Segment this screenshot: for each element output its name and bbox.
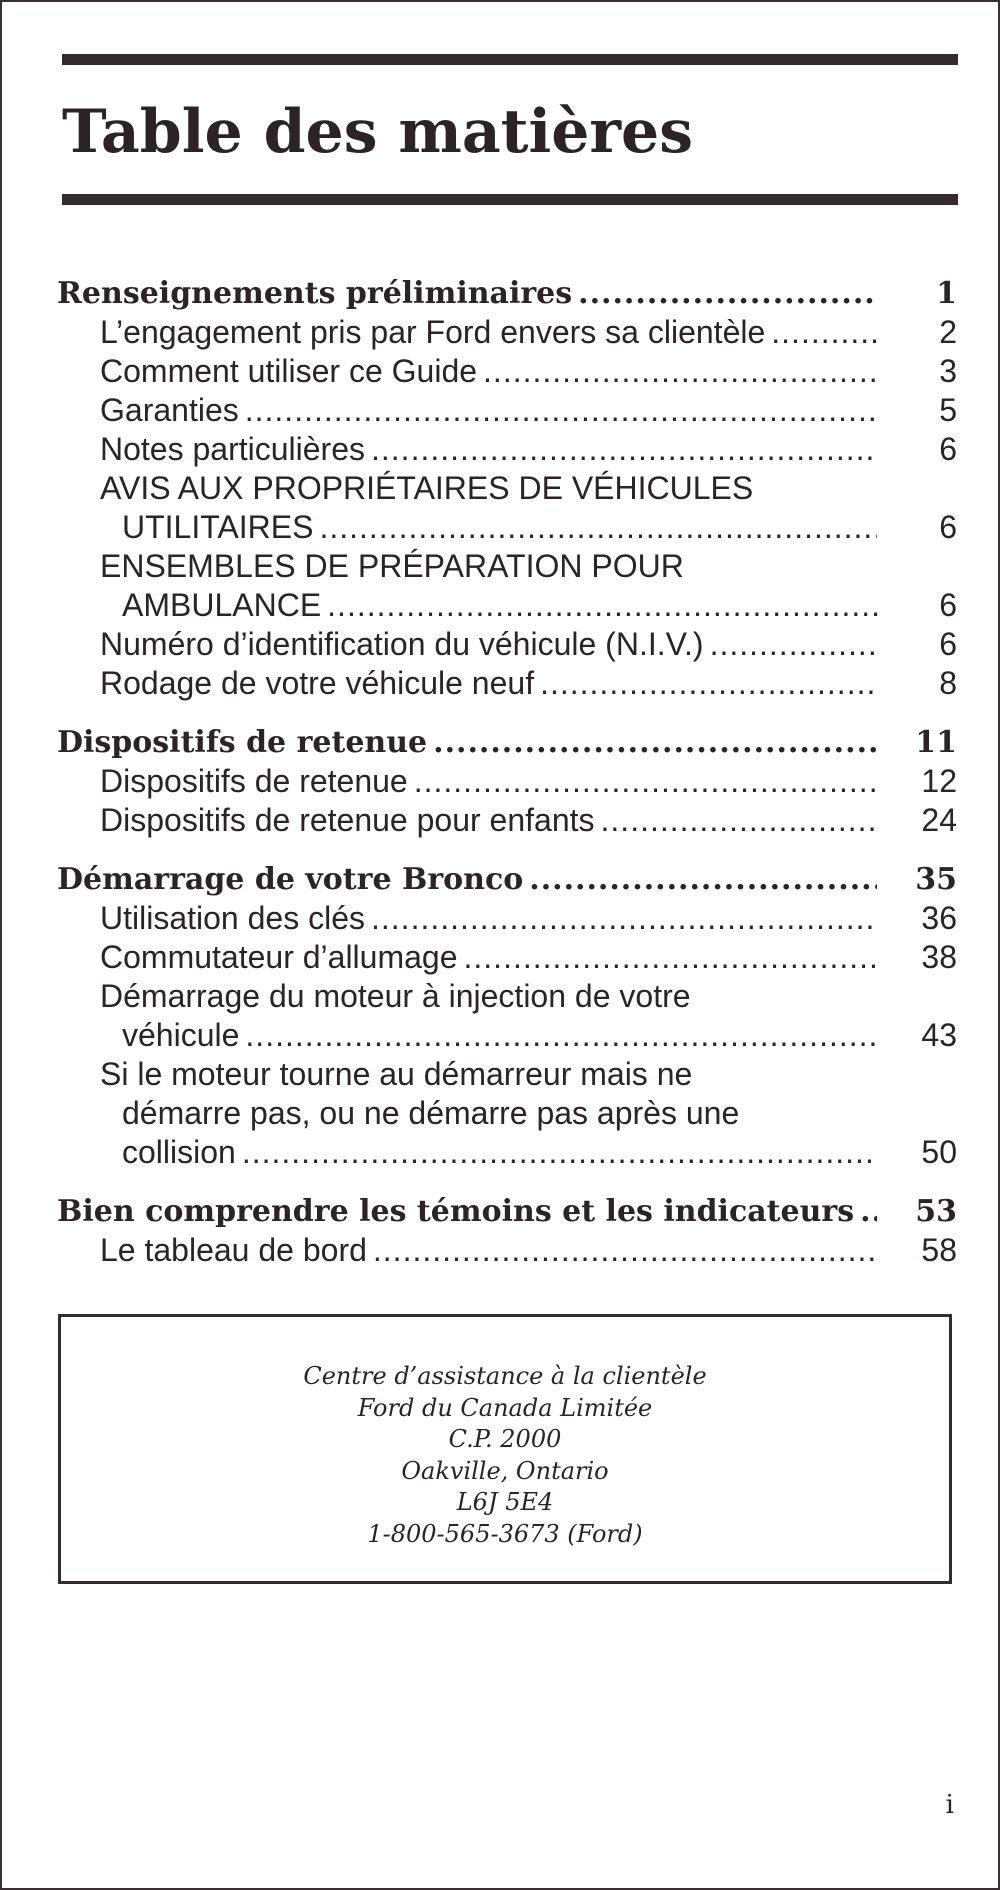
toc-subentry-row — [100, 664, 957, 703]
toc-subentry-row — [100, 1133, 957, 1172]
toc-section — [57, 274, 957, 703]
toc-subentry — [57, 977, 957, 1055]
toc-entry-line: Si le moteur tourne au démarreur mais ne — [100, 1056, 693, 1092]
toc-entry-label: Utilisation des clés — [100, 900, 365, 936]
toc-page-number: 50 — [921, 1134, 957, 1170]
toc-subentry-row — [100, 938, 957, 977]
toc-page-number: 38 — [921, 939, 957, 975]
toc-subentry-row — [100, 586, 957, 625]
dot-leader — [529, 860, 877, 899]
toc-subentry — [57, 547, 957, 625]
toc-subentry-row — [100, 430, 957, 469]
dot-leader — [327, 586, 877, 625]
toc-page-number: 43 — [921, 1017, 957, 1053]
contact-line: Centre d’assistance à la clientèle — [303, 1362, 707, 1390]
toc-page-number: 8 — [939, 665, 957, 701]
toc-subentry — [57, 391, 957, 430]
dot-leader — [245, 1016, 877, 1055]
toc-subentry — [57, 938, 957, 977]
toc-page-number: 58 — [921, 1232, 957, 1268]
dot-leader — [373, 1231, 877, 1270]
toc-subentry-row — [100, 352, 957, 391]
toc-entry-label: Garanties — [100, 392, 239, 428]
dot-leader — [464, 938, 878, 977]
toc-page-number: 12 — [921, 763, 957, 799]
toc-subentry — [57, 625, 957, 664]
top-rule — [62, 54, 958, 65]
contact-line: Oakville, Ontario — [401, 1456, 609, 1485]
toc-heading-row — [57, 860, 957, 899]
dot-leader — [710, 625, 877, 664]
toc-heading-row — [57, 723, 957, 762]
toc-page-number: 1 — [936, 276, 957, 311]
toc-page-number: 6 — [939, 509, 957, 545]
toc-entry-line: AVIS AUX PROPRIÉTAIRES DE VÉHICULES — [100, 470, 754, 506]
toc-entry-label: Dispositifs de retenue pour enfants — [100, 802, 595, 838]
toc-entry-label: Notes particulières — [100, 431, 365, 467]
table-of-contents — [57, 274, 957, 1290]
contact-line: L6J 5E4 — [456, 1488, 554, 1516]
toc-subentry — [57, 352, 957, 391]
contact-line: 1-800-565-3673 (Ford) — [367, 1519, 643, 1548]
toc-subentry — [57, 469, 957, 547]
toc-page-number: 6 — [939, 431, 957, 467]
toc-entry-label: AMBULANCE — [122, 587, 322, 623]
toc-entry-label: collision — [122, 1134, 236, 1170]
toc-entry-label: Le tableau de bord — [100, 1232, 367, 1268]
toc-entry-label: Numéro d’identification du véhicule (N.I.V.) — [100, 626, 704, 662]
dot-leader — [371, 899, 877, 938]
contact-line: C.P. 2000 — [448, 1425, 562, 1453]
toc-page-number: 11 — [915, 725, 957, 760]
toc-page-number: 2 — [939, 314, 957, 350]
toc-subentry — [57, 1231, 957, 1270]
toc-entry-label: véhicule — [122, 1017, 240, 1053]
toc-page-number: 53 — [915, 1194, 957, 1229]
toc-subentry — [57, 1055, 957, 1172]
toc-section — [57, 1192, 957, 1270]
toc-entry-label: Renseignements préliminaires — [57, 276, 573, 311]
toc-subentry-row — [100, 625, 957, 664]
toc-section — [57, 860, 957, 1172]
toc-page-number: 36 — [921, 900, 957, 936]
toc-page-number: 5 — [939, 392, 957, 428]
page-title: Table des matières — [62, 97, 693, 167]
toc-subentry — [57, 801, 957, 840]
dot-leader — [433, 723, 877, 762]
dot-leader — [242, 1133, 877, 1172]
dot-leader — [601, 801, 877, 840]
toc-subentry-row — [100, 508, 957, 547]
toc-section-heading — [57, 860, 957, 899]
toc-subentry-row — [100, 1231, 957, 1270]
toc-entry-label: Commutateur d’allumage — [100, 939, 458, 975]
toc-subentry-row — [100, 801, 957, 840]
dot-leader — [860, 1192, 877, 1231]
dot-leader — [540, 664, 877, 703]
toc-page-number: 6 — [939, 587, 957, 623]
toc-entry-line: démarre pas, ou ne démarre pas après une — [122, 1095, 740, 1131]
toc-entry-label: Dispositifs de retenue — [57, 725, 428, 760]
contact-line: Ford du Canada Limitée — [357, 1393, 653, 1422]
toc-entry-label: UTILITAIRES — [122, 509, 314, 545]
dot-leader — [319, 508, 877, 547]
toc-entry-label: Rodage de votre véhicule neuf — [100, 665, 535, 701]
toc-subentry — [57, 313, 957, 352]
toc-entry-label: Comment utiliser ce Guide — [100, 353, 478, 389]
dot-leader — [483, 352, 877, 391]
dot-leader — [578, 274, 877, 313]
toc-section-heading — [57, 1192, 957, 1231]
toc-subentry — [57, 430, 957, 469]
contact-box — [58, 1314, 952, 1584]
toc-entry-label: Dispositifs de retenue — [100, 763, 408, 799]
toc-entry-line: Démarrage du moteur à injection de votre — [100, 978, 691, 1014]
toc-entry-label: Bien comprendre les témoins et les indicateurs — [57, 1194, 855, 1229]
dot-leader — [771, 313, 877, 352]
toc-subentry — [57, 762, 957, 801]
toc-entry-line: ENSEMBLES DE PRÉPARATION POUR — [100, 548, 684, 584]
toc-subentry-row — [100, 899, 957, 938]
dot-leader — [414, 762, 877, 801]
toc-subentry-row — [100, 391, 957, 430]
toc-heading-row — [57, 1192, 957, 1231]
toc-subentry-row — [100, 762, 957, 801]
title-underline-rule — [62, 194, 958, 205]
toc-page-number: 3 — [939, 353, 957, 389]
toc-entry-label: L’engagement pris par Ford envers sa clientèle — [100, 314, 766, 350]
page-number: i — [945, 1790, 954, 1820]
toc-page-number: 35 — [915, 862, 957, 897]
toc-section — [57, 723, 957, 840]
toc-subentry — [57, 899, 957, 938]
toc-page-number: 6 — [939, 626, 957, 662]
toc-page-number: 24 — [921, 802, 957, 838]
toc-subentry-row — [100, 1016, 957, 1055]
toc-section-heading — [57, 274, 957, 313]
toc-entry-label: Démarrage de votre Bronco — [57, 862, 524, 897]
toc-heading-row — [57, 274, 957, 313]
dot-leader — [371, 430, 877, 469]
toc-section-heading — [57, 723, 957, 762]
toc-subentry-row — [100, 313, 957, 352]
toc-subentry — [57, 664, 957, 703]
dot-leader — [245, 391, 877, 430]
